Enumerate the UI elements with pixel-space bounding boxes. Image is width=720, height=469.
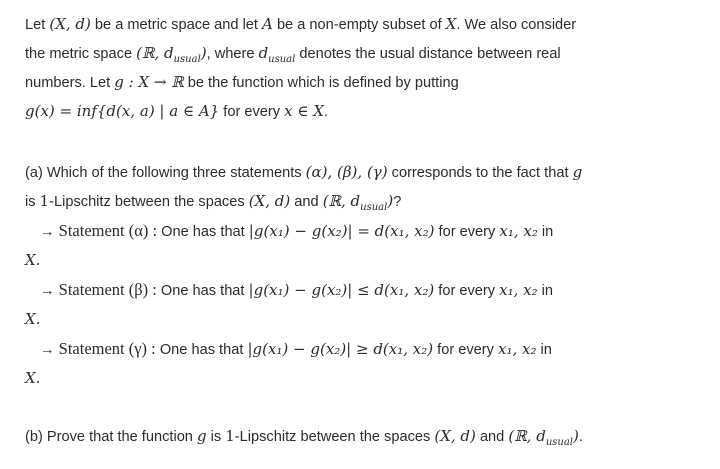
arrow-right-icon: → [40,283,55,299]
part-b-line-1 [25,426,583,453]
text: ? [393,194,402,210]
math: x₁, x₂ [499,281,538,299]
text: One has that [156,283,249,299]
math: |g(x₁) − g(x₂)| ≤ d(x₁, x₂) [248,281,435,299]
text: for every [434,224,500,240]
text: in [537,224,554,240]
math: g(x) = inf{d(x, a) | a ∈ A} [25,102,220,120]
text: be a non-empty subset of [272,17,446,33]
intro-line-1 [25,14,576,35]
arrow-right-icon: → [40,342,55,358]
math: g : X → ℝ [114,73,184,91]
text: for every [434,283,500,299]
text: be the function which is defined by putting [183,75,459,91]
text: and [290,194,323,210]
statement-label: Statement (γ) : [58,339,156,358]
statement-label: Statement (β) : [58,280,157,299]
text: (b) Prove that the function [25,429,197,445]
text: One has that [155,342,248,358]
math: x₁, x₂ [498,340,537,358]
text: be a metric space and let [90,17,263,33]
math: ) [387,192,394,210]
math: x₁, x₂ [499,222,538,240]
text: Let [25,17,50,33]
math: (X, d) [248,192,291,210]
math: X [445,15,457,33]
math: ) [200,44,207,62]
statement-label: Statement (α) : [58,221,158,240]
math: 1 [39,192,50,210]
arrow-right-icon: → [40,224,55,240]
text: . We also consider [456,17,577,33]
statement-alpha-continuation: X. [25,251,41,269]
text: for every [219,104,285,120]
text: One has that [157,224,249,240]
math: A [262,15,273,33]
math: (X, d) [49,15,91,33]
text: in [536,342,552,358]
math: (ℝ, d [508,427,546,445]
text: is [25,194,40,210]
text: in [537,283,554,299]
part-a-line-2 [25,191,401,218]
text: , where [206,46,259,62]
math-subscript: usual [173,53,201,65]
text: for every [433,342,499,358]
math-subscript: usual [545,436,574,448]
math: ) [573,427,579,445]
text: numbers. Let [25,75,115,91]
math: |g(x₁) − g(x₂)| = d(x₁, x₂) [248,222,435,240]
math: d [258,44,269,62]
math: 1 [225,427,235,445]
math: g [196,427,207,445]
text: and [475,429,509,445]
text: . [578,429,583,445]
math: (α), (β), (γ) [305,163,388,181]
text: denotes the usual distance between real [295,46,561,62]
part-a-line-1 [25,162,582,183]
text: is [206,429,226,445]
math-subscript: usual [268,53,296,65]
intro-line-2 [25,43,561,70]
intro-line-3 [25,72,459,93]
statement-gamma [40,339,552,360]
math: x ∈ X [284,102,324,120]
math-subscript: usual [360,201,388,213]
text: the metric space [25,46,137,62]
text: corresponds to the fact that [387,165,573,181]
math: |g(x₁) − g(x₂)| ≥ d(x₁, x₂) [247,340,434,358]
statement-beta-continuation: X. [25,310,41,328]
math: (X, d) [434,427,476,445]
statement-gamma-continuation: X. [25,369,41,387]
math: g [572,163,583,181]
text: . [323,104,328,120]
text: (a) Which of the following three statements [25,165,306,181]
math: (ℝ, d [322,192,361,210]
statement-alpha [40,221,553,242]
statement-beta [40,280,553,301]
math: (ℝ, d [136,44,174,62]
text: -Lipschitz between the spaces [49,194,249,210]
intro-line-4 [25,101,328,122]
text: -Lipschitz between the spaces [234,429,435,445]
